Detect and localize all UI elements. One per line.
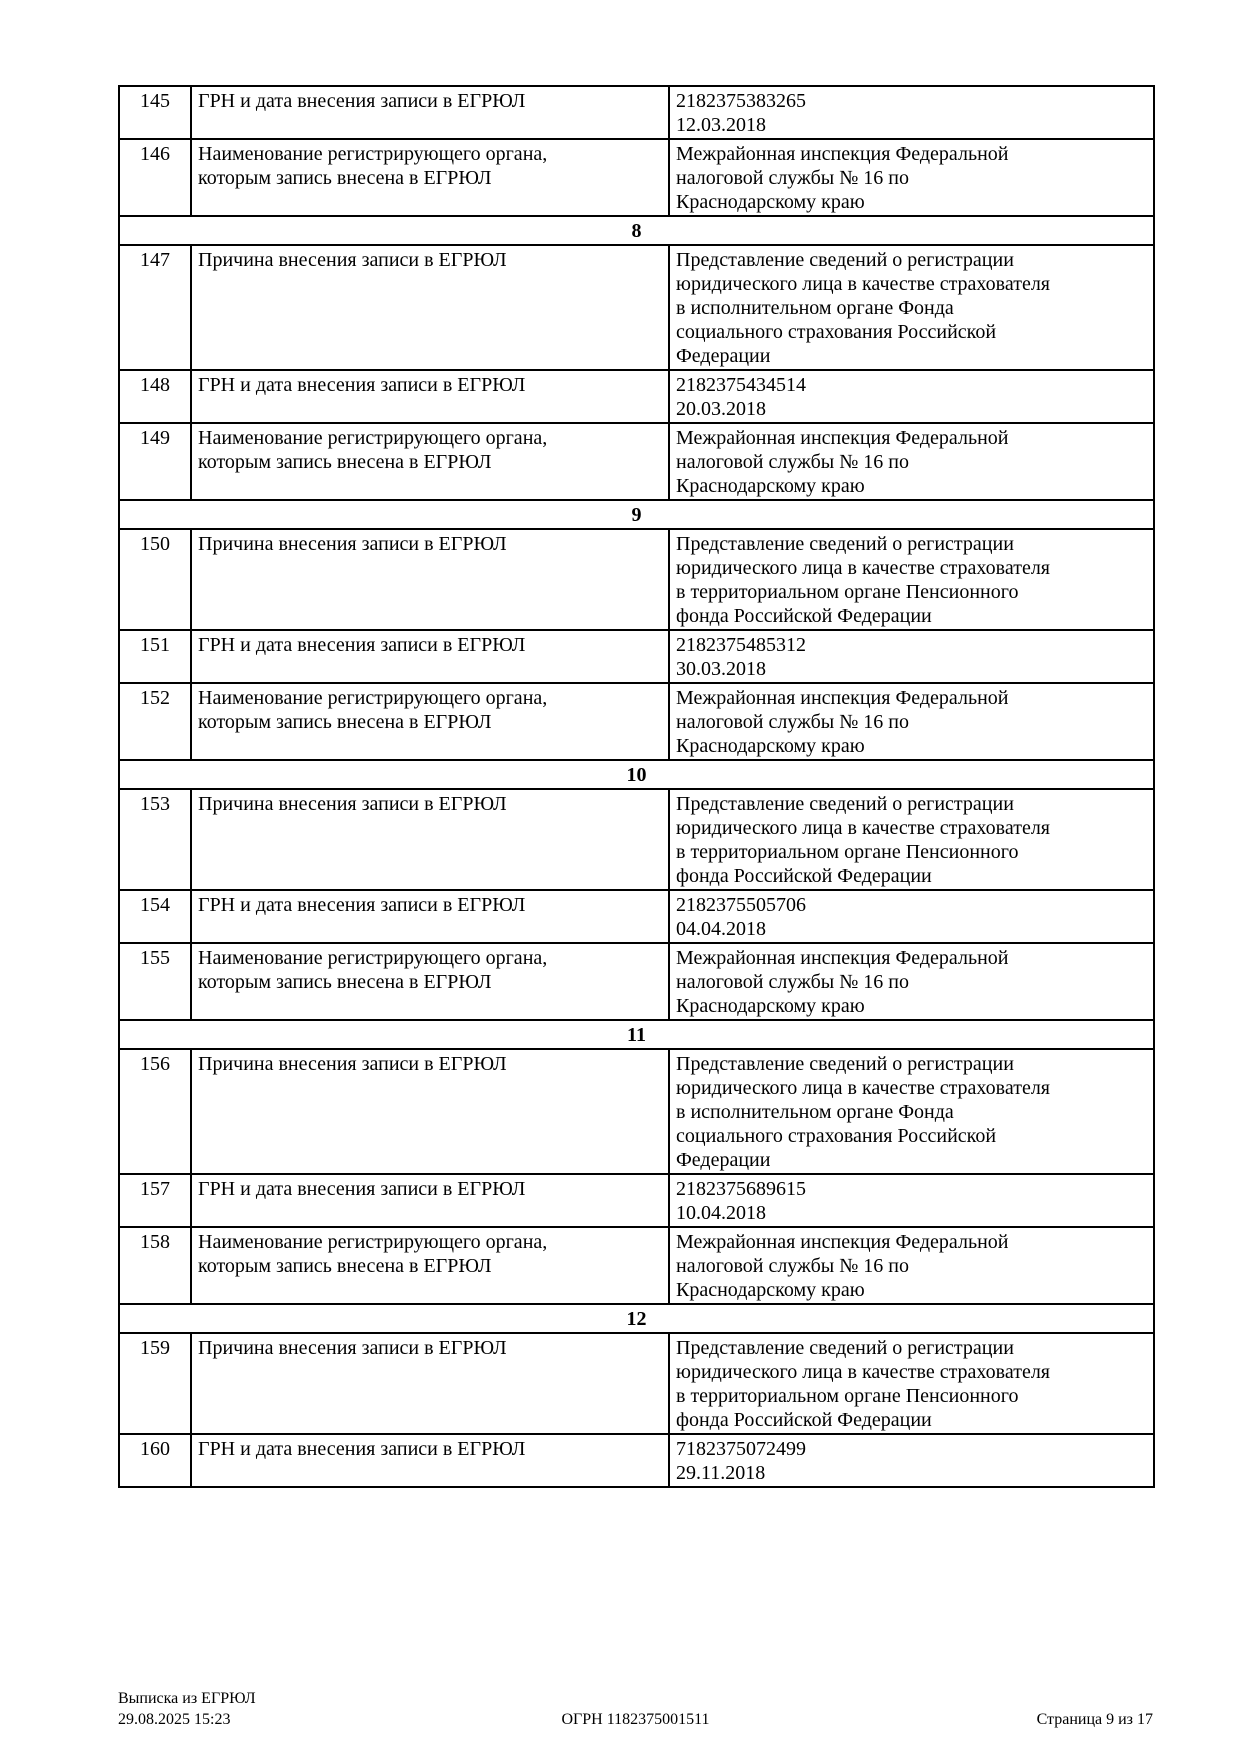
field-label <box>191 630 669 683</box>
record-number: 146 <box>119 139 191 216</box>
text-line: ГРН и дата внесения записи в ЕГРЮЛ <box>198 634 526 656</box>
text-line: Наименование регистрирующего органа, <box>198 687 548 709</box>
text-line: 2182375689615 <box>676 1178 806 1200</box>
section-header-row <box>119 1304 1154 1333</box>
text-line: юридического лица в качестве страхователя <box>676 817 1051 839</box>
text-line: Краснодарскому краю <box>676 475 865 497</box>
field-value <box>669 1174 1154 1227</box>
record-row <box>119 1434 1154 1487</box>
text-line: 7182375072499 <box>676 1438 806 1460</box>
section-header-row <box>119 760 1154 789</box>
text-line: 2182375434514 <box>676 374 806 396</box>
footer-page-number: Страница 9 из 17 <box>1036 1711 1153 1728</box>
field-value <box>669 86 1154 139</box>
record-row <box>119 245 1154 370</box>
text-line: Межрайонная инспекция Федеральной <box>676 947 1009 969</box>
field-value <box>669 943 1154 1020</box>
text-line: которым запись внесена в ЕГРЮЛ <box>198 167 492 189</box>
record-row <box>119 1174 1154 1227</box>
text-line: налоговой службы № 16 по <box>676 167 909 189</box>
text-line: Федерации <box>676 345 771 367</box>
text-line: 2182375383265 <box>676 90 806 112</box>
record-row <box>119 139 1154 216</box>
text-line: юридического лица в качестве страхователя <box>676 557 1051 579</box>
text-line: Наименование регистрирующего органа, <box>198 427 548 449</box>
text-line: Представление сведений о регистрации <box>676 1053 1014 1075</box>
section-number: 11 <box>119 1020 1154 1049</box>
text-line: налоговой службы № 16 по <box>676 1255 909 1277</box>
text-line: Краснодарскому краю <box>676 1279 865 1301</box>
record-number: 157 <box>119 1174 191 1227</box>
text-line: юридического лица в качестве страхователя <box>676 1077 1051 1099</box>
section-number: 10 <box>119 760 1154 789</box>
text-line: налоговой службы № 16 по <box>676 711 909 733</box>
record-number: 152 <box>119 683 191 760</box>
text-line: Межрайонная инспекция Федеральной <box>676 1231 1009 1253</box>
text-line: Представление сведений о регистрации <box>676 249 1014 271</box>
text-line: социального страхования Российской <box>676 1125 997 1147</box>
record-number: 155 <box>119 943 191 1020</box>
text-line: Межрайонная инспекция Федеральной <box>676 427 1009 449</box>
text-line: Причина внесения записи в ЕГРЮЛ <box>198 1337 507 1359</box>
section-header-row <box>119 1020 1154 1049</box>
text-line: фонда Российской Федерации <box>676 1409 932 1431</box>
text-line: ГРН и дата внесения записи в ЕГРЮЛ <box>198 894 526 916</box>
field-value <box>669 789 1154 890</box>
text-line: налоговой службы № 16 по <box>676 451 909 473</box>
text-line: 29.11.2018 <box>676 1462 766 1484</box>
field-value <box>669 245 1154 370</box>
page-footer <box>118 1688 1153 1730</box>
field-label <box>191 245 669 370</box>
egrul-extract-page <box>118 85 1153 1488</box>
field-label <box>191 86 669 139</box>
text-line: 30.03.2018 <box>676 658 766 680</box>
field-value <box>669 890 1154 943</box>
section-number: 8 <box>119 216 1154 245</box>
text-line: Причина внесения записи в ЕГРЮЛ <box>198 793 507 815</box>
text-line: Наименование регистрирующего органа, <box>198 143 548 165</box>
field-value <box>669 370 1154 423</box>
egrul-table-body <box>119 86 1154 1487</box>
record-row <box>119 370 1154 423</box>
field-label <box>191 529 669 630</box>
record-number: 149 <box>119 423 191 500</box>
field-label <box>191 1174 669 1227</box>
record-row <box>119 943 1154 1020</box>
footer-datetime: 29.08.2025 15:23 <box>118 1711 231 1728</box>
text-line: ГРН и дата внесения записи в ЕГРЮЛ <box>198 1438 526 1460</box>
text-line: которым запись внесена в ЕГРЮЛ <box>198 451 492 473</box>
text-line: Причина внесения записи в ЕГРЮЛ <box>198 1053 507 1075</box>
field-label <box>191 1333 669 1434</box>
field-value <box>669 1049 1154 1174</box>
text-line: 2182375485312 <box>676 634 806 656</box>
text-line: социального страхования Российской <box>676 321 997 343</box>
text-line: которым запись внесена в ЕГРЮЛ <box>198 971 492 993</box>
record-number: 151 <box>119 630 191 683</box>
field-value <box>669 1434 1154 1487</box>
record-row <box>119 1227 1154 1304</box>
field-value <box>669 1227 1154 1304</box>
text-line: которым запись внесена в ЕГРЮЛ <box>198 1255 492 1277</box>
field-label <box>191 370 669 423</box>
text-line: Представление сведений о регистрации <box>676 533 1014 555</box>
field-label <box>191 139 669 216</box>
text-line: 04.04.2018 <box>676 918 766 940</box>
field-value <box>669 683 1154 760</box>
text-line: Причина внесения записи в ЕГРЮЛ <box>198 533 507 555</box>
text-line: Межрайонная инспекция Федеральной <box>676 143 1009 165</box>
text-line: ГРН и дата внесения записи в ЕГРЮЛ <box>198 90 526 112</box>
record-number: 148 <box>119 370 191 423</box>
text-line: юридического лица в качестве страхователя <box>676 273 1051 295</box>
record-row <box>119 86 1154 139</box>
text-line: в исполнительном органе Фонда <box>676 297 954 319</box>
text-line: Краснодарскому краю <box>676 735 865 757</box>
record-row <box>119 1049 1154 1174</box>
text-line: Причина внесения записи в ЕГРЮЛ <box>198 249 507 271</box>
text-line: 20.03.2018 <box>676 398 766 420</box>
record-row <box>119 683 1154 760</box>
text-line: в территориальном органе Пенсионного <box>676 841 1019 863</box>
section-number: 12 <box>119 1304 1154 1333</box>
text-line: в территориальном органе Пенсионного <box>676 581 1019 603</box>
field-label <box>191 943 669 1020</box>
text-line: в исполнительном органе Фонда <box>676 1101 954 1123</box>
field-label <box>191 1227 669 1304</box>
field-label <box>191 683 669 760</box>
text-line: в территориальном органе Пенсионного <box>676 1385 1019 1407</box>
field-value <box>669 529 1154 630</box>
field-label <box>191 789 669 890</box>
text-line: юридического лица в качестве страхователя <box>676 1361 1051 1383</box>
section-header-row <box>119 500 1154 529</box>
record-number: 154 <box>119 890 191 943</box>
text-line: 12.03.2018 <box>676 114 766 136</box>
section-header-row <box>119 216 1154 245</box>
record-number: 145 <box>119 86 191 139</box>
field-value <box>669 1333 1154 1434</box>
field-value <box>669 630 1154 683</box>
text-line: 10.04.2018 <box>676 1202 766 1224</box>
field-label <box>191 423 669 500</box>
record-row <box>119 423 1154 500</box>
text-line: Краснодарскому краю <box>676 995 865 1017</box>
record-row <box>119 789 1154 890</box>
field-label <box>191 1049 669 1174</box>
field-value <box>669 423 1154 500</box>
section-number: 9 <box>119 500 1154 529</box>
field-label <box>191 1434 669 1487</box>
footer-ogrn: ОГРН 1182375001511 <box>561 1711 710 1728</box>
text-line: Представление сведений о регистрации <box>676 793 1014 815</box>
field-label <box>191 890 669 943</box>
record-row <box>119 1333 1154 1434</box>
text-line: Наименование регистрирующего органа, <box>198 1231 548 1253</box>
record-row <box>119 890 1154 943</box>
text-line: фонда Российской Федерации <box>676 605 932 627</box>
footer-info-line <box>118 1709 1153 1730</box>
text-line: которым запись внесена в ЕГРЮЛ <box>198 711 492 733</box>
field-value <box>669 139 1154 216</box>
text-line: Межрайонная инспекция Федеральной <box>676 687 1009 709</box>
text-line: налоговой службы № 16 по <box>676 971 909 993</box>
text-line: Наименование регистрирующего органа, <box>198 947 548 969</box>
text-line: ГРН и дата внесения записи в ЕГРЮЛ <box>198 1178 526 1200</box>
record-number: 147 <box>119 245 191 370</box>
text-line: 2182375505706 <box>676 894 806 916</box>
text-line: Представление сведений о регистрации <box>676 1337 1014 1359</box>
record-number: 159 <box>119 1333 191 1434</box>
record-row <box>119 630 1154 683</box>
record-number: 150 <box>119 529 191 630</box>
record-number: 156 <box>119 1049 191 1174</box>
record-number: 160 <box>119 1434 191 1487</box>
egrul-records-table <box>118 85 1155 1488</box>
text-line: Краснодарскому краю <box>676 191 865 213</box>
record-row <box>119 529 1154 630</box>
record-number: 153 <box>119 789 191 890</box>
text-line: фонда Российской Федерации <box>676 865 932 887</box>
text-line: ГРН и дата внесения записи в ЕГРЮЛ <box>198 374 526 396</box>
footer-doc-title: Выписка из ЕГРЮЛ <box>118 1690 256 1707</box>
text-line: Федерации <box>676 1149 771 1171</box>
record-number: 158 <box>119 1227 191 1304</box>
